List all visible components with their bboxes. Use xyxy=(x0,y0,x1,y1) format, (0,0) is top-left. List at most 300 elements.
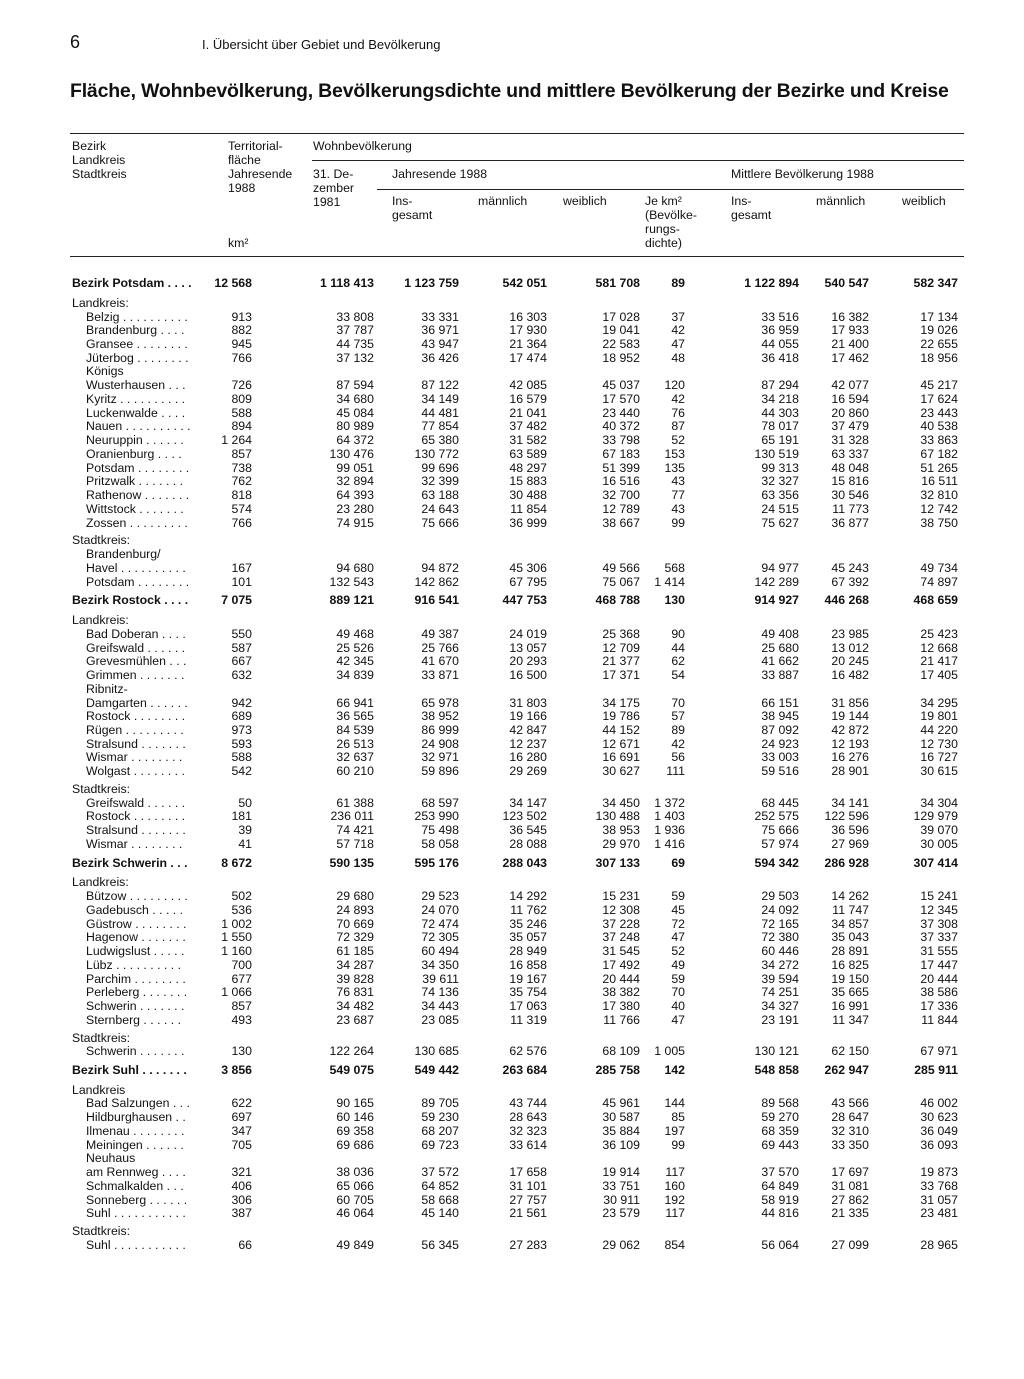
cell-col-3: 43 744 xyxy=(509,1096,547,1111)
cell-col-2: 64 852 xyxy=(421,1178,459,1193)
cell-col-3: 31 803 xyxy=(509,695,547,710)
row-label: Stadtkreis: xyxy=(72,1030,131,1045)
cell-col-3: 36 545 xyxy=(509,823,547,838)
cell-col-5: 45 xyxy=(671,902,685,917)
cell-col-5: 48 xyxy=(671,350,685,365)
cell-col-7: 16 482 xyxy=(831,668,869,682)
row-label: Stadtkreis: xyxy=(72,1224,131,1239)
table-row xyxy=(0,985,1024,999)
row-label: Damgarten . . . . . . xyxy=(86,695,188,710)
cell-col-4: 31 545 xyxy=(602,944,640,958)
cell-col-7: 27 099 xyxy=(831,1237,869,1252)
cell-col-8: 38 750 xyxy=(920,515,958,530)
row-label: Güstrow . . . . . . . . xyxy=(86,916,187,931)
cell-col-7: 35 665 xyxy=(831,985,869,1000)
cell-col-4: 22 583 xyxy=(602,337,640,351)
cell-col-4: 36 109 xyxy=(602,1137,640,1152)
cell-col-6: 32 327 xyxy=(761,474,799,489)
cell-col-2: 130 772 xyxy=(414,446,459,461)
row-label: Kyritz . . . . . . . . . . xyxy=(86,391,186,406)
cell-col-3: 12 237 xyxy=(509,736,547,751)
cell-col-6: 914 927 xyxy=(754,593,799,608)
row-label: Landkreis: xyxy=(72,875,129,890)
cell-col-8: 40 538 xyxy=(920,419,958,434)
cell-col-1: 64 372 xyxy=(336,433,374,448)
cell-col-2: 68 597 xyxy=(421,795,459,810)
cell-col-5: 77 xyxy=(671,488,685,503)
cell-col-2: 41 670 xyxy=(421,654,459,669)
cell-col-7: 28 891 xyxy=(831,944,869,958)
cell-col-5: 85 xyxy=(671,1110,685,1125)
cell-col-7: 62 150 xyxy=(831,1044,869,1059)
cell-col-1: 25 526 xyxy=(336,640,374,655)
cell-col-8: 129 979 xyxy=(913,809,958,824)
header-maennlich: männlich xyxy=(478,194,528,208)
cell-col-0: 1 550 xyxy=(221,930,252,945)
cell-col-8: 49 734 xyxy=(920,560,958,575)
cell-col-8: 67 182 xyxy=(920,446,958,461)
cell-col-6: 34 218 xyxy=(761,391,799,406)
cell-col-3: 28 643 xyxy=(509,1110,547,1125)
cell-col-0: 574 xyxy=(231,501,252,516)
cell-col-1: 57 718 xyxy=(336,836,374,851)
cell-col-7: 16 382 xyxy=(831,309,869,324)
cell-col-8: 17 405 xyxy=(920,668,958,682)
row-label: Wusterhausen . . . xyxy=(86,378,186,393)
cell-col-1: 61 388 xyxy=(336,795,374,810)
cell-col-1: 34 839 xyxy=(336,668,374,682)
table-row xyxy=(0,575,1024,589)
cell-col-3: 17 474 xyxy=(509,350,547,365)
cell-col-5: 87 xyxy=(671,419,685,434)
cell-col-5: 42 xyxy=(671,736,685,751)
cell-col-0: 622 xyxy=(231,1096,252,1111)
cell-col-4: 18 952 xyxy=(602,350,640,365)
cell-col-4: 33 751 xyxy=(602,1178,640,1193)
row-label: Bad Salzungen . . . xyxy=(86,1096,190,1111)
cell-col-5: 76 xyxy=(671,405,685,420)
cell-col-7: 33 350 xyxy=(831,1137,869,1152)
group-label-row xyxy=(0,1031,1024,1045)
row-label: Landkreis: xyxy=(72,295,129,310)
cell-col-3: 11 854 xyxy=(510,501,547,516)
row-label: Bützow . . . . . . . . . xyxy=(86,889,188,904)
cell-col-7: 11 347 xyxy=(832,1012,869,1027)
cell-col-6: 44 303 xyxy=(761,405,799,420)
cell-col-4: 38 667 xyxy=(602,515,640,530)
row-label: Potsdam . . . . . . . . xyxy=(86,460,190,475)
header-weiblich-mittel: weiblich xyxy=(902,194,946,208)
cell-col-0: 593 xyxy=(231,736,252,751)
cell-col-8: 17 134 xyxy=(920,309,958,324)
cell-col-4: 23 579 xyxy=(602,1206,640,1221)
cell-col-2: 72 305 xyxy=(421,930,459,945)
cell-col-6: 59 270 xyxy=(761,1110,799,1125)
table-row xyxy=(0,709,1024,723)
table-row xyxy=(0,1013,1024,1027)
cell-col-2: 253 990 xyxy=(414,809,459,824)
cell-col-8: 67 971 xyxy=(920,1044,958,1059)
cell-col-7: 43 566 xyxy=(831,1096,869,1111)
cell-col-2: 36 971 xyxy=(421,323,459,338)
table-row xyxy=(0,1238,1024,1252)
group-label-row xyxy=(0,533,1024,547)
row-label: Ribnitz- xyxy=(86,681,128,696)
cell-col-0: 697 xyxy=(231,1110,252,1125)
cell-col-3: 24 019 xyxy=(509,626,547,641)
cell-col-7: 16 991 xyxy=(831,999,869,1013)
cell-col-3: 17 930 xyxy=(509,323,547,338)
cell-col-5: 568 xyxy=(664,560,685,575)
cell-col-5: 1 414 xyxy=(654,574,685,589)
row-label: Wismar . . . . . . . . xyxy=(86,836,183,851)
running-header: I. Übersicht über Gebiet und Bevölkerung xyxy=(202,37,441,52)
cell-col-3: 20 293 xyxy=(509,654,547,669)
cell-col-0: 536 xyxy=(231,902,252,917)
cell-col-7: 540 547 xyxy=(824,276,869,290)
cell-col-5: 43 xyxy=(671,501,685,516)
cell-col-7: 45 243 xyxy=(831,560,869,575)
cell-col-1: 38 036 xyxy=(336,1165,374,1180)
cell-col-5: 120 xyxy=(664,378,685,393)
cell-col-0: 894 xyxy=(231,419,252,434)
cell-col-0: 321 xyxy=(231,1165,252,1180)
cell-col-5: 57 xyxy=(671,709,685,724)
cell-col-2: 33 331 xyxy=(421,309,459,324)
cell-col-1: 66 941 xyxy=(336,695,374,710)
group-label-row xyxy=(0,875,1024,889)
header-weiblich: weiblich xyxy=(563,194,607,208)
cell-col-3: 288 043 xyxy=(502,855,547,870)
cell-col-3: 17 658 xyxy=(509,1165,547,1180)
cell-col-0: 1 264 xyxy=(221,433,252,448)
header-je-km2: Je km² (Bevölke- rungs- dichte) xyxy=(645,194,697,250)
cell-col-2: 1 123 759 xyxy=(404,276,459,290)
cell-col-4: 30 911 xyxy=(603,1192,640,1207)
cell-col-3: 62 576 xyxy=(509,1044,547,1059)
cell-col-0: 913 xyxy=(231,309,252,324)
cell-col-5: 1 005 xyxy=(654,1044,685,1059)
cell-col-3: 35 246 xyxy=(509,916,547,931)
cell-col-3: 36 999 xyxy=(509,515,547,530)
cell-col-3: 31 101 xyxy=(509,1178,547,1193)
cell-col-6: 75 666 xyxy=(761,823,799,838)
cell-col-4: 34 175 xyxy=(602,695,640,710)
cell-col-4: 581 708 xyxy=(595,276,640,290)
cell-col-1: 46 064 xyxy=(336,1206,374,1221)
cell-col-2: 65 380 xyxy=(421,433,459,448)
cell-col-2: 595 176 xyxy=(414,855,459,870)
cell-col-3: 14 292 xyxy=(509,889,547,904)
table-row xyxy=(0,561,1024,575)
table-row xyxy=(0,972,1024,986)
cell-col-4: 25 368 xyxy=(602,626,640,641)
cell-col-8: 51 265 xyxy=(920,460,958,475)
table-row xyxy=(0,889,1024,903)
cell-col-4: 11 766 xyxy=(603,1012,640,1027)
cell-col-1: 45 084 xyxy=(336,405,374,420)
cell-col-6: 87 294 xyxy=(761,378,799,393)
table-row xyxy=(0,823,1024,837)
cell-col-3: 32 323 xyxy=(509,1123,547,1138)
cell-col-4: 33 798 xyxy=(602,433,640,448)
table-row xyxy=(0,809,1024,823)
cell-col-2: 37 572 xyxy=(421,1165,459,1180)
cell-col-8: 33 768 xyxy=(920,1178,958,1193)
cell-col-5: 52 xyxy=(671,944,685,958)
table-row xyxy=(0,796,1024,810)
cell-col-5: 52 xyxy=(671,433,685,448)
table-row xyxy=(0,930,1024,944)
cell-col-8: 36 093 xyxy=(920,1137,958,1152)
cell-col-0: 406 xyxy=(231,1178,252,1193)
table-row xyxy=(0,392,1024,406)
cell-col-6: 29 503 xyxy=(761,889,799,904)
cell-col-2: 33 871 xyxy=(421,668,459,682)
row-label: Suhl . . . . . . . . . . . xyxy=(86,1237,186,1252)
header-maennlich-mittel: männlich xyxy=(816,194,866,208)
header-insgesamt: Ins- gesamt xyxy=(392,194,433,222)
cell-col-2: 32 971 xyxy=(421,750,459,765)
cell-col-2: 34 350 xyxy=(421,957,459,972)
page-title: Fläche, Wohnbevölkerung, Bevölkerungsdichte und mittlere Bevölkerung der Bezirke und Kreise xyxy=(70,80,949,102)
row-label: Brandenburg/ xyxy=(86,547,161,562)
row-label: Havel . . . . . . . . . . xyxy=(86,560,186,575)
cell-col-7: 67 392 xyxy=(831,574,869,589)
cell-col-2: 142 862 xyxy=(414,574,459,589)
cell-col-4: 19 914 xyxy=(602,1165,640,1180)
cell-col-6: 39 594 xyxy=(761,971,799,986)
row-label: Neuruppin . . . . . . xyxy=(86,433,184,448)
cell-col-7: 16 825 xyxy=(831,957,869,972)
cell-col-6: 24 923 xyxy=(761,736,799,751)
cell-col-3: 48 297 xyxy=(509,460,547,475)
table-row xyxy=(0,351,1024,365)
cell-col-6: 94 977 xyxy=(761,560,799,575)
cell-col-4: 30 627 xyxy=(602,764,640,779)
cell-col-7: 19 144 xyxy=(831,709,869,724)
cell-col-0: 41 xyxy=(238,836,252,851)
row-label: Rügen . . . . . . . . . xyxy=(86,722,184,737)
cell-col-2: 24 643 xyxy=(421,501,459,516)
cell-col-6: 69 443 xyxy=(761,1137,799,1152)
cell-col-0: 101 xyxy=(231,574,252,589)
cell-col-5: 130 xyxy=(664,593,685,608)
table-row xyxy=(0,999,1024,1013)
cell-col-0: 167 xyxy=(231,560,252,575)
cell-col-5: 1 403 xyxy=(654,809,685,824)
cell-col-6: 252 575 xyxy=(754,809,799,824)
cell-col-6: 49 408 xyxy=(761,626,799,641)
row-label: Schwerin . . . . . . . xyxy=(86,999,185,1013)
cell-col-3: 37 482 xyxy=(509,419,547,434)
row-label: Brandenburg . . . . xyxy=(86,323,185,338)
cell-col-5: 160 xyxy=(664,1178,685,1193)
table-row xyxy=(0,433,1024,447)
cell-col-8: 21 417 xyxy=(920,654,958,669)
cell-col-0: 1 002 xyxy=(221,916,252,931)
bezirk-row xyxy=(0,856,1024,870)
cell-col-0: 587 xyxy=(231,640,252,655)
cell-col-6: 75 627 xyxy=(761,515,799,530)
cell-col-4: 37 228 xyxy=(602,916,640,931)
cell-col-8: 30 615 xyxy=(920,764,958,779)
row-label: Schmalkalden . . . xyxy=(86,1178,184,1193)
row-label: Ludwigslust . . . . . xyxy=(86,944,185,958)
table-row xyxy=(0,958,1024,972)
table-row xyxy=(0,419,1024,433)
group-label-row xyxy=(0,613,1024,627)
group-label-row xyxy=(0,1083,1024,1097)
cell-col-1: 69 358 xyxy=(336,1123,374,1138)
cell-col-4: 35 884 xyxy=(602,1123,640,1138)
cell-col-1: 29 680 xyxy=(336,889,374,904)
cell-col-4: 49 566 xyxy=(602,560,640,575)
cell-col-7: 21 400 xyxy=(831,337,869,351)
cell-col-2: 916 541 xyxy=(414,593,459,608)
cell-col-8: 44 220 xyxy=(920,722,958,737)
cell-col-5: 62 xyxy=(671,654,685,669)
cell-col-1: 34 482 xyxy=(336,999,374,1013)
cell-col-6: 59 516 xyxy=(761,764,799,779)
cell-col-2: 24 908 xyxy=(421,736,459,751)
group-label-row xyxy=(0,1151,1024,1165)
cell-col-3: 45 306 xyxy=(509,560,547,575)
cell-col-1: 90 165 xyxy=(336,1096,374,1111)
cell-col-3: 42 085 xyxy=(509,378,547,393)
cell-col-6: 37 570 xyxy=(761,1165,799,1180)
cell-col-7: 122 596 xyxy=(824,809,869,824)
cell-col-0: 588 xyxy=(231,405,252,420)
cell-col-6: 57 974 xyxy=(761,836,799,851)
cell-col-1: 34 287 xyxy=(336,957,374,972)
cell-col-1: 64 393 xyxy=(336,488,374,503)
cell-col-4: 468 788 xyxy=(595,593,640,608)
cell-col-3: 42 847 xyxy=(509,722,547,737)
header-wohnbevoelkerung: Wohnbevölkerung xyxy=(313,139,412,153)
cell-col-7: 42 077 xyxy=(831,378,869,393)
cell-col-3: 16 858 xyxy=(509,957,547,972)
cell-col-8: 468 659 xyxy=(913,593,958,608)
cell-col-5: 37 xyxy=(671,309,685,324)
cell-col-0: 12 568 xyxy=(214,276,252,290)
row-label: Ilmenau . . . . . . . . xyxy=(86,1123,185,1138)
cell-col-6: 24 092 xyxy=(761,902,799,917)
cell-col-5: 72 xyxy=(671,916,685,931)
row-label: Grevesmühlen . . . xyxy=(86,654,187,669)
row-label: am Rennweg . . . . xyxy=(86,1165,186,1180)
cell-col-7: 30 546 xyxy=(831,488,869,503)
cell-col-1: 72 329 xyxy=(336,930,374,945)
row-label: Bad Doberan . . . . xyxy=(86,626,186,641)
cell-col-3: 28 088 xyxy=(509,836,547,851)
row-label: Grimmen . . . . . . . xyxy=(86,668,185,682)
cell-col-3: 28 949 xyxy=(509,944,547,958)
cell-col-7: 17 462 xyxy=(831,350,869,365)
bezirk-row xyxy=(0,276,1024,290)
cell-col-7: 17 933 xyxy=(831,323,869,338)
cell-col-0: 8 672 xyxy=(221,855,252,870)
cell-col-7: 17 697 xyxy=(831,1165,869,1180)
cell-col-6: 1 122 894 xyxy=(744,276,799,290)
cell-col-8: 34 304 xyxy=(920,795,958,810)
row-label: Stralsund . . . . . . . xyxy=(86,823,186,838)
cell-col-5: 89 xyxy=(671,722,685,737)
cell-col-4: 29 062 xyxy=(602,1237,640,1252)
cell-col-8: 39 070 xyxy=(920,823,958,838)
row-label: Landkreis xyxy=(72,1082,126,1097)
cell-col-4: 51 399 xyxy=(602,460,640,475)
row-label: Perleberg . . . . . . . xyxy=(86,985,188,1000)
cell-col-0: 493 xyxy=(231,1012,252,1027)
cell-col-2: 99 696 xyxy=(421,460,459,475)
cell-col-0: 677 xyxy=(231,971,252,986)
cell-col-3: 16 280 xyxy=(509,750,547,765)
table-row xyxy=(0,1044,1024,1058)
cell-col-6: 41 662 xyxy=(761,654,799,669)
cell-col-7: 16 276 xyxy=(831,750,869,765)
cell-col-8: 17 447 xyxy=(920,957,958,972)
row-label: Potsdam . . . . . . . . xyxy=(86,574,190,589)
cell-col-1: 69 686 xyxy=(336,1137,374,1152)
cell-col-5: 42 xyxy=(671,391,685,406)
cell-col-0: 700 xyxy=(231,957,252,972)
cell-col-2: 63 188 xyxy=(421,488,459,503)
cell-col-6: 63 356 xyxy=(761,488,799,503)
cell-col-5: 54 xyxy=(671,668,685,682)
cell-col-7: 262 947 xyxy=(824,1063,869,1077)
cell-col-8: 17 336 xyxy=(920,999,958,1013)
cell-col-8: 19 801 xyxy=(920,709,958,724)
cell-col-8: 23 443 xyxy=(920,405,958,420)
cell-col-7: 13 012 xyxy=(831,640,869,655)
cell-col-5: 42 xyxy=(671,323,685,338)
cell-col-1: 60 210 xyxy=(336,764,374,779)
cell-col-4: 130 488 xyxy=(595,809,640,824)
cell-col-0: 766 xyxy=(231,515,252,530)
cell-col-2: 59 896 xyxy=(421,764,459,779)
cell-col-5: 89 xyxy=(671,276,685,290)
cell-col-3: 29 269 xyxy=(509,764,547,779)
cell-col-0: 942 xyxy=(231,695,252,710)
cell-col-6: 142 289 xyxy=(754,574,799,589)
cell-col-6: 25 680 xyxy=(761,640,799,655)
cell-col-4: 12 671 xyxy=(602,736,640,751)
cell-col-3: 17 063 xyxy=(509,999,547,1013)
cell-col-4: 16 691 xyxy=(602,750,640,765)
cell-col-0: 766 xyxy=(231,350,252,365)
cell-col-6: 60 446 xyxy=(761,944,799,958)
table-row xyxy=(0,323,1024,337)
row-label: Jüterbog . . . . . . . . xyxy=(86,350,189,365)
cell-col-8: 45 217 xyxy=(920,378,958,393)
cell-col-8: 17 624 xyxy=(920,391,958,406)
cell-col-6: 64 849 xyxy=(761,1178,799,1193)
cell-col-7: 31 328 xyxy=(831,433,869,448)
cell-col-7: 28 901 xyxy=(831,764,869,779)
cell-col-8: 46 002 xyxy=(920,1096,958,1111)
cell-col-2: 549 442 xyxy=(414,1063,459,1077)
cell-col-5: 142 xyxy=(664,1063,685,1077)
group-label-row xyxy=(0,1224,1024,1238)
cell-col-4: 23 440 xyxy=(602,405,640,420)
cell-col-2: 130 685 xyxy=(414,1044,459,1059)
cell-col-4: 30 587 xyxy=(602,1110,640,1125)
cell-col-0: 809 xyxy=(231,391,252,406)
cell-col-8: 12 345 xyxy=(920,902,958,917)
cell-col-2: 32 399 xyxy=(421,474,459,489)
header-dec-1981: 31. De- zember 1981 xyxy=(313,167,355,209)
